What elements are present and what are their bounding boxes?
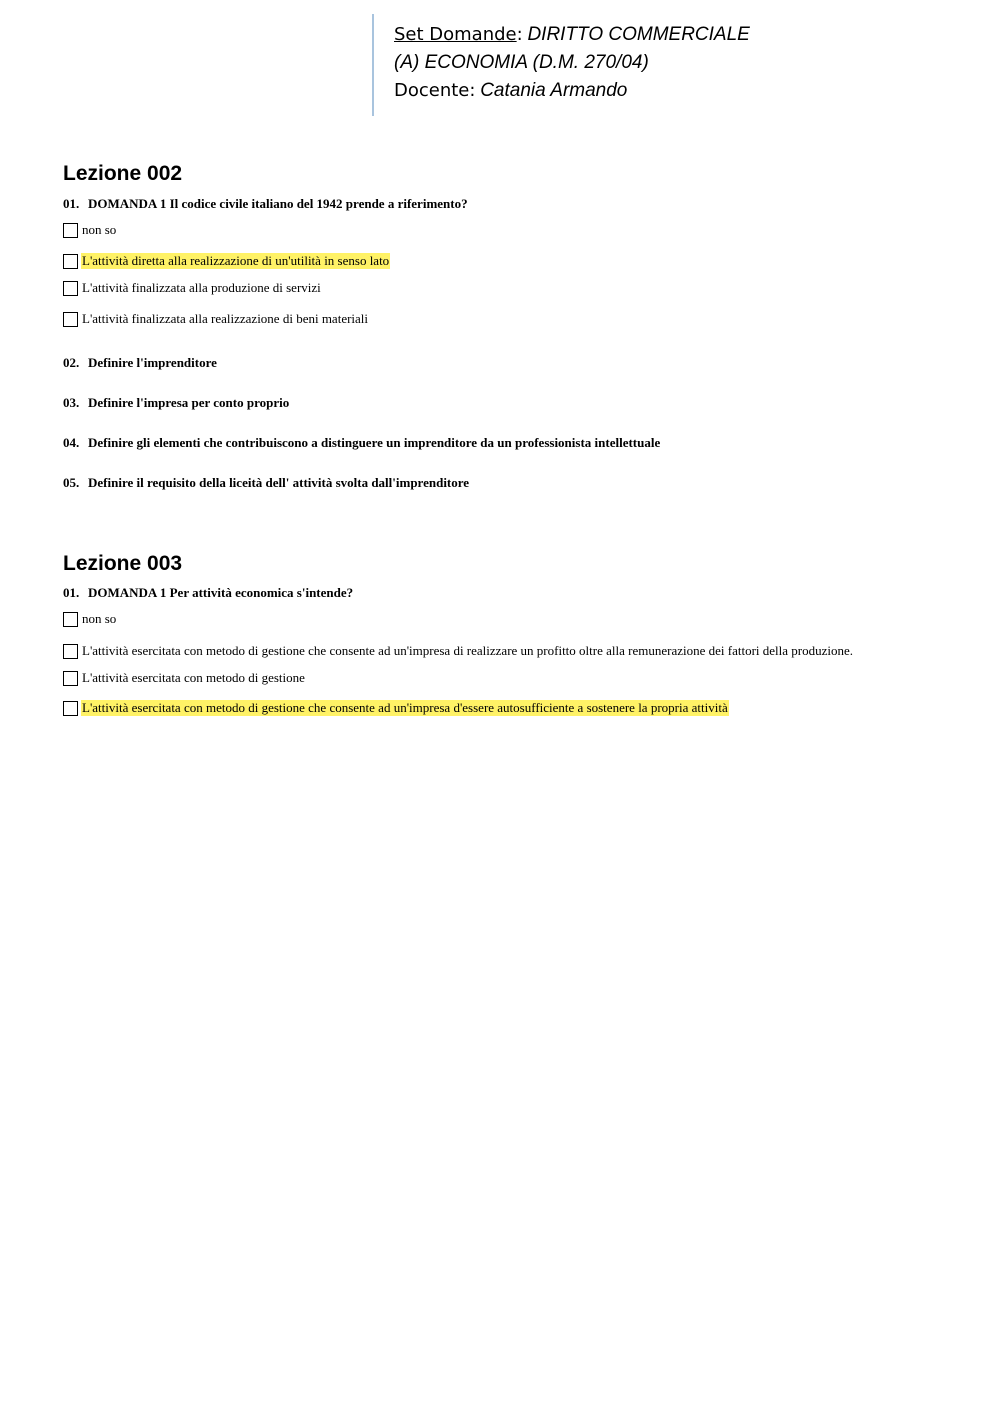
answer-text: L'attività esercitata con metodo di gestione che consente ad un'impresa d'essere autosufficiente a sostenere la propria attività <box>82 700 728 715</box>
document-header <box>372 14 844 116</box>
answer-option[interactable] <box>63 611 117 627</box>
answer-text: L'attività diretta alla realizzazione di un'utilità in senso lato <box>82 253 390 268</box>
checkbox[interactable] <box>63 612 78 627</box>
set-label: Set Domande <box>394 24 517 45</box>
checkbox[interactable] <box>63 223 78 238</box>
question-number: 01. <box>63 196 80 211</box>
lesson-title: Lezione 002 <box>63 162 183 185</box>
answer-text: non so <box>82 222 117 237</box>
question-text: DOMANDA 1 Il codice civile italiano del 1942 prende a riferimento? <box>88 196 468 211</box>
question-text: Definire l'imprenditore <box>88 355 217 370</box>
question-number: 05. <box>63 475 80 490</box>
checkbox[interactable] <box>63 312 78 327</box>
course-subtitle: (A) ECONOMIA (D.M. 270/04) <box>394 52 649 73</box>
header-course-line <box>394 24 750 46</box>
question <box>63 196 468 212</box>
answer-text: L'attività esercitata con metodo di gestione <box>82 670 305 685</box>
answer-option[interactable] <box>63 643 854 659</box>
answer-option[interactable] <box>63 311 369 327</box>
answer-option[interactable] <box>63 280 322 296</box>
teacher-label: Docente: <box>394 80 476 101</box>
checkbox[interactable] <box>63 701 78 716</box>
question-text: DOMANDA 1 Per attività economica s'intende? <box>88 585 354 600</box>
course-title: DIRITTO COMMERCIALE <box>527 24 750 45</box>
answer-option-highlighted[interactable] <box>63 253 390 269</box>
teacher-name: Catania Armando <box>480 80 628 101</box>
question-text: Definire il requisito della liceità dell' attività svolta dall'imprenditore <box>88 475 470 490</box>
question <box>63 475 469 491</box>
question-number: 04. <box>63 435 80 450</box>
checkbox[interactable] <box>63 254 78 269</box>
answer-text: L'attività esercitata con metodo di gestione che consente ad un'impresa di realizzare un profitto oltre alla remunerazione dei fattori della produzione. <box>82 643 854 658</box>
checkbox[interactable] <box>63 671 78 686</box>
answer-option-highlighted[interactable] <box>63 700 729 716</box>
checkbox[interactable] <box>63 281 78 296</box>
answer-option[interactable] <box>63 670 306 686</box>
header-teacher-line <box>394 80 627 102</box>
question <box>63 435 660 451</box>
question <box>63 585 353 601</box>
lesson-title: Lezione 003 <box>63 552 183 575</box>
answer-text: L'attività finalizzata alla produzione di servizi <box>82 280 321 295</box>
answer-option[interactable] <box>63 222 117 238</box>
question-number: 02. <box>63 355 80 370</box>
question-number: 03. <box>63 395 80 410</box>
question <box>63 355 217 371</box>
question-number: 01. <box>63 585 80 600</box>
question <box>63 395 289 411</box>
set-colon: : <box>516 24 523 45</box>
checkbox[interactable] <box>63 644 78 659</box>
question-text: Definire l'impresa per conto proprio <box>88 395 290 410</box>
question-text: Definire gli elementi che contribuiscono a distinguere un imprenditore da un professionista intellettuale <box>88 435 661 450</box>
answer-text: L'attività finalizzata alla realizzazione di beni materiali <box>82 311 369 326</box>
answer-text: non so <box>82 611 117 626</box>
